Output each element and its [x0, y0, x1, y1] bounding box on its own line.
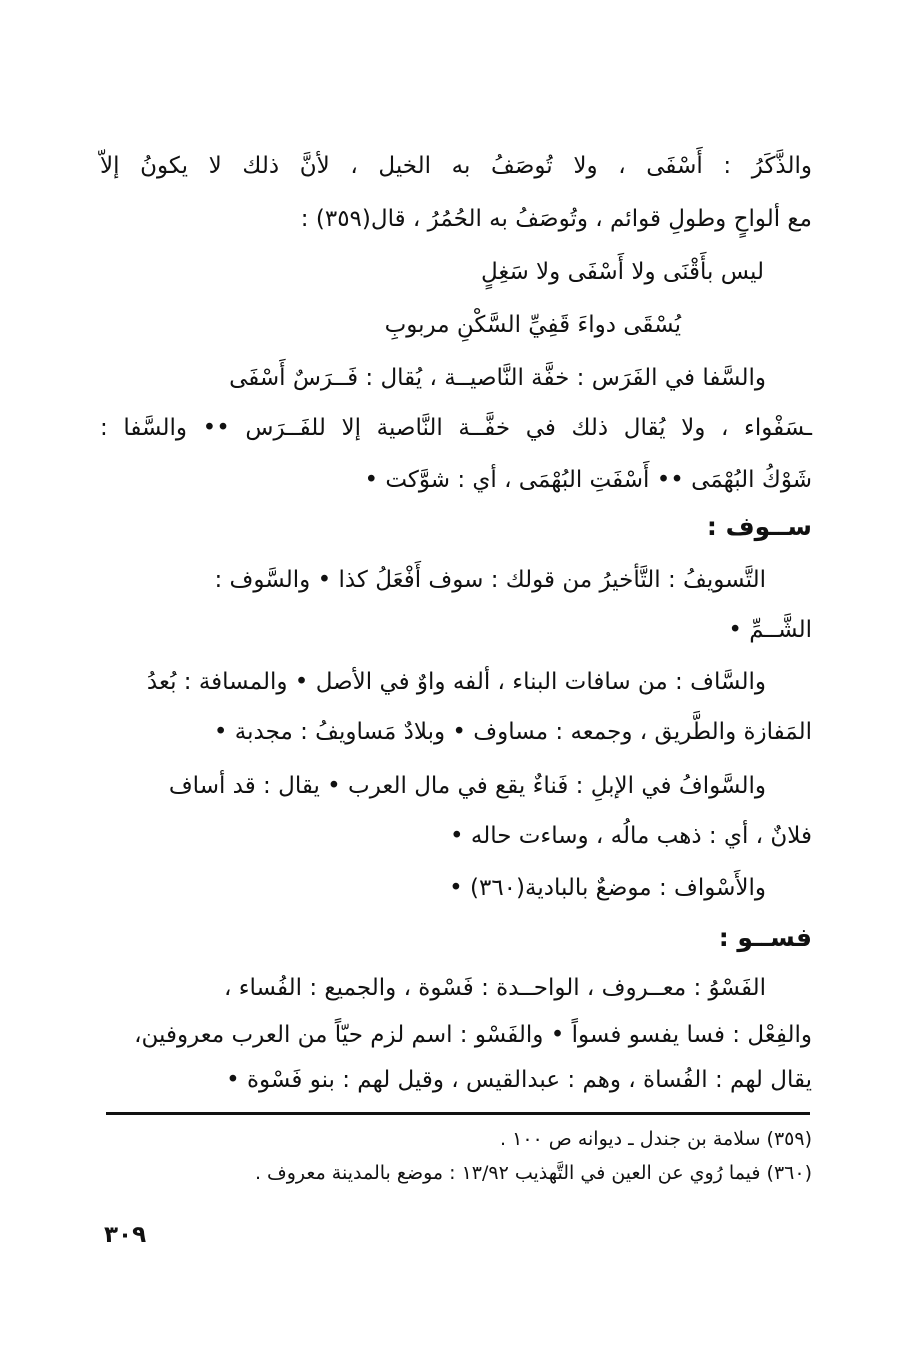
body-line: ـسَفْواء ، ولا يُقال ذلك في خفَّــة النَّاصية إلا للفَــرَس •• والسَّفا : [100, 415, 812, 441]
body-line: يقال لهم : الفُساة ، وهم : عبدالقيس ، وقيل لهم : بنو فَسْوة • [226, 1067, 812, 1093]
body-line: والسَّاف : من سافات البناء ، ألفه واوٌ في الأصل • والمسافة : بُعدُ [146, 669, 766, 695]
footnote: (٣٥٩) سلامة بن جندل ـ ديوانه ص ١٠٠ . [500, 1128, 812, 1150]
body-line: المَفازة والطَّريق ، وجمعه : مساوف • وبلادٌ مَساويفُ : مجدبة • [213, 719, 812, 745]
body-line: الشَّــمِّ • [728, 617, 812, 643]
footnote-divider [106, 1112, 810, 1115]
body-line: والذَّكَرُ : أَسْفَى ، ولا تُوصَفُ به الخيل ، لأنَّ ذلك لا يكونُ إلاّ [100, 153, 812, 179]
page-number: ٣٠٩ [104, 1222, 147, 1248]
entry-heading: ســوف : [706, 512, 812, 541]
body-line: التَّسويفُ : التَّأخيرُ من قولك : سوف أَفْعَلُ كذا • والسَّوف : [214, 567, 766, 593]
body-line: شَوْكُ البُهْمَى •• أَسْفَتِ البُهْمَى ، أي : شوَّكت • [364, 467, 812, 493]
footnote: (٣٦٠) فيما رُوي عن العين في التَّهذيب ١٣/٩٢ : موضع بالمدينة معروف . [254, 1162, 812, 1184]
body-line: الفَسْوُ : معــروف ، الواحــدة : فَسْوة ، والجميع : الفُساء ، [223, 975, 766, 1001]
body-line: والسَّوافُ في الإبلِ : فَناءٌ يقع في مال العرب • يقال : قد أساف [168, 773, 766, 799]
verse-line: يُسْقَى دواءَ قَفِيِّ السَّكْنِ مربوبِ [384, 312, 681, 338]
body-line: والسَّفا في الفَرَس : خفَّة النَّاصيــة ، يُقال : فَــرَسٌ أَسْفَى [229, 365, 766, 391]
body-line: فلانٌ ، أي : ذهب مالُه ، وساءت حاله • [449, 823, 812, 849]
verse-line: ليس بأَقْنَى ولا أَسْفَى ولا سَغِلٍ [480, 259, 764, 285]
body-line: والأَسْواف : موضعٌ بالبادية(٣٦٠) • [449, 875, 766, 901]
body-line: مع ألواحٍ وطولِ قوائم ، وتُوصَفُ به الحُمُرُ ، قال(٣٥٩) : [300, 206, 812, 232]
entry-heading: فســو : [718, 923, 812, 952]
body-line: والفِعْل : فسا يفسو فسواً • والفَسْو : اسم لزم حيّاً من العرب معروفين، [134, 1022, 812, 1048]
